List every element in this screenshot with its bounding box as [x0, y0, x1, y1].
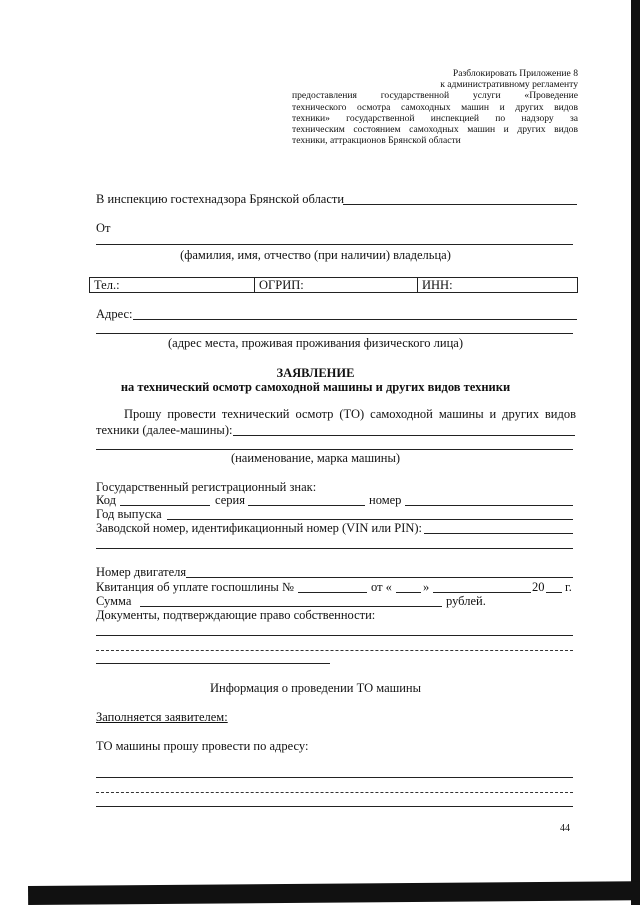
series-field[interactable]: [248, 505, 365, 506]
service-address-field-1[interactable]: [96, 777, 573, 778]
documents-label: Документы, подтверждающие право собственности:: [96, 608, 376, 622]
service-address-field-2[interactable]: [96, 792, 573, 793]
sum-field[interactable]: [140, 606, 442, 607]
approval-last-line: техники, аттракционов Брянской области: [292, 135, 461, 147]
receipt-from-label: от «: [371, 580, 392, 594]
serial-field[interactable]: [424, 533, 573, 534]
receipt-quote-close: »: [423, 580, 430, 594]
approval-line-1: Разблокировать Приложение 8: [452, 68, 578, 79]
code-label: Код: [96, 493, 116, 507]
serial-label: Заводской номер, идентификационный номер (VIN или PIN):: [96, 521, 423, 535]
contact-table: [89, 277, 578, 293]
ogrip-cell[interactable]: [255, 278, 418, 292]
phone-cell[interactable]: [90, 278, 255, 292]
addressee-field[interactable]: [343, 204, 577, 205]
documents-field-1[interactable]: [96, 635, 573, 636]
reg-sign-label: Государственный регистрационный знак:: [96, 480, 317, 494]
phone-label: Тел.:: [94, 278, 120, 292]
inn-cell[interactable]: [418, 278, 577, 292]
year-label: Год выпуска: [96, 507, 162, 521]
receipt-year-suffix: г.: [565, 580, 572, 594]
engine-field[interactable]: [186, 577, 573, 578]
request-line-2: техники (далее-машины):: [96, 423, 233, 437]
document-subtitle: на технический осмотр самоходной машины и других видов техники: [120, 380, 511, 394]
series-label: серия: [215, 493, 245, 507]
receipt-year-field[interactable]: [546, 592, 562, 593]
address-label: Адрес:: [96, 307, 133, 321]
scan-edge-right: [631, 0, 640, 905]
code-field[interactable]: [120, 505, 210, 506]
owner-name-field[interactable]: [96, 244, 573, 245]
from-label: От: [96, 221, 111, 235]
service-address-field-3[interactable]: [96, 806, 573, 807]
address-field-2[interactable]: [96, 333, 573, 334]
machine-field-2[interactable]: [96, 449, 573, 450]
receipt-label: Квитанция об уплате госпошлины №: [96, 580, 294, 594]
serial-field-2[interactable]: [96, 548, 573, 549]
address-caption: (адрес места, проживая проживания физического лица): [167, 336, 463, 350]
machine-caption: (наименование, марка машины): [230, 451, 401, 465]
receipt-month-field[interactable]: [433, 592, 531, 593]
approval-body-line: техники» государственной инспекцией по надзору за: [292, 112, 578, 124]
sum-label: Сумма: [96, 594, 132, 608]
document-title: ЗАЯВЛЕНИЕ: [276, 366, 355, 380]
owner-caption: (фамилия, имя, отчество (при наличии) владельца): [180, 248, 451, 262]
documents-field-3[interactable]: [96, 663, 330, 664]
year-field[interactable]: [167, 519, 573, 520]
approval-line-2: к административному регламенту: [440, 79, 578, 91]
sum-currency: рублей.: [446, 594, 486, 608]
number-field[interactable]: [405, 505, 573, 506]
approval-block: [292, 68, 578, 146]
documents-field-2[interactable]: [96, 650, 573, 651]
address-request-label: ТО машины прошу провести по адресу:: [96, 739, 309, 753]
addressee-label: В инспекцию гостехнадзора Брянской области: [96, 192, 345, 206]
approval-body-line: техническим состоянием самоходных машин и других видов: [292, 124, 578, 136]
number-label: номер: [369, 493, 402, 507]
address-field[interactable]: [133, 319, 577, 320]
request-line-1: Прошу провести технический осмотр (ТО) самоходной машины и других видов: [124, 407, 576, 421]
approval-body-line: технического осмотра самоходных машин и других видов: [292, 101, 578, 113]
engine-label: Номер двигателя: [96, 565, 187, 579]
filled-by-label: Заполняется заявителем:: [96, 710, 228, 724]
receipt-day-field[interactable]: [396, 592, 421, 593]
machine-field[interactable]: [233, 435, 575, 436]
receipt-year-prefix: 20: [532, 580, 545, 594]
approval-body-line: предоставления государственной услуги «Проведение: [292, 90, 578, 102]
page-number: 44: [560, 823, 570, 834]
ogrip-label: ОГРИП:: [259, 278, 304, 292]
info-heading: Информация о проведении ТО машины: [209, 681, 422, 695]
receipt-number-field[interactable]: [298, 592, 367, 593]
inn-label: ИНН:: [422, 278, 453, 292]
